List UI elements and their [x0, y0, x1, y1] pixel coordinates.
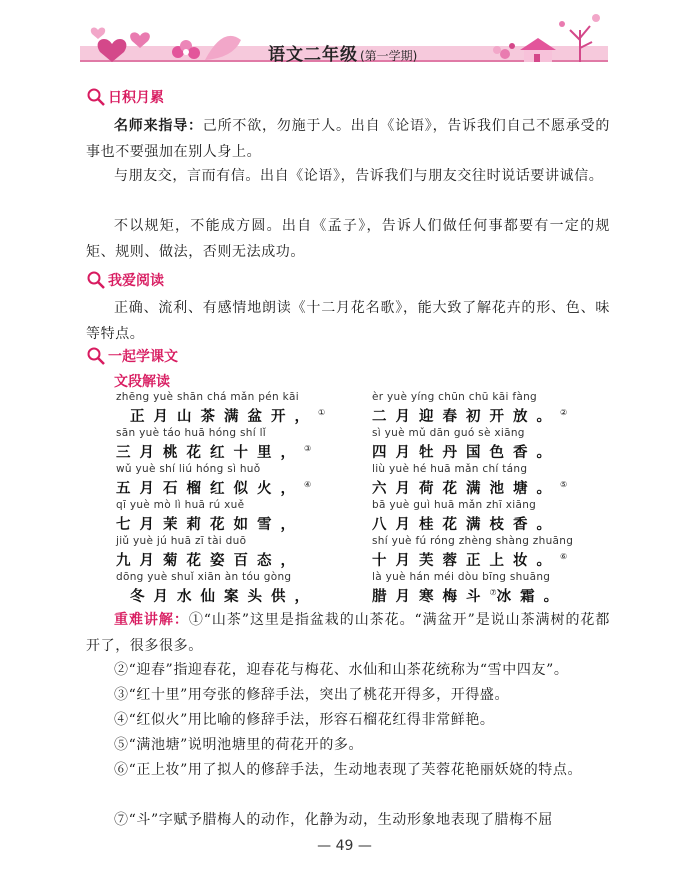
section-heading-rijiyuelei [86, 86, 164, 108]
section-heading-yiqixuekewen [86, 345, 178, 367]
poem-pinyin: liù yuè hé huā mǎn chí táng [372, 463, 528, 475]
paragraph-text: 与朋友交，言而有信。出自《论语》，告诉我们与朋友交往时说话要讲诚信。 [114, 168, 604, 184]
poem-note-mark: ⑦ [489, 588, 497, 597]
paragraph-text: 不以规矩，不能成方圆。出自《孟子》，告诉人们做任何事都要有一定的规矩、规则、做法，否则无法成功。 [86, 218, 610, 260]
poem-note-mark: ⑤ [560, 480, 568, 489]
explanation-text: ③“红十里”用夸张的修辞手法，突出了桃花开得多，开得盛。 [114, 687, 510, 703]
poem-note-mark: ① [318, 408, 326, 417]
section-title: 我爱阅读 [108, 273, 164, 289]
poem-pinyin: sān yuè táo huā hóng shí lǐ [116, 427, 267, 439]
poem-line [130, 585, 318, 606]
poem-pinyin: shí yuè fú róng zhèng shàng zhuāng [372, 535, 574, 547]
poem-pinyin: dōng yuè shuǐ xiān àn tóu gòng [116, 571, 292, 583]
poem-line-tail: 冰霜。 [496, 588, 568, 605]
explanation-2 [86, 657, 610, 683]
poem-line [372, 585, 567, 606]
poem-line [372, 441, 560, 462]
explanation-3 [86, 682, 610, 708]
explanation-7 [86, 807, 610, 833]
poem-pinyin: qī yuè mò lì huā rú xuě [116, 499, 245, 511]
poem-line [116, 441, 311, 462]
paragraph-rijiyuelei-3 [86, 213, 610, 265]
paragraph-rijiyuelei-2 [86, 163, 610, 189]
poem-pinyin: èr yuè yíng chūn chū kāi fàng [372, 391, 537, 403]
poem-line [372, 405, 567, 426]
poem-pinyin: bā yuè guì huā mǎn zhī xiāng [372, 499, 537, 511]
explanation-text: ①“山茶”这里是指盆栽的山茶花。“满盆开”是说山茶满树的花都开了，很多很多。 [86, 612, 610, 654]
paragraph-woaiyuedu [86, 295, 610, 347]
book-title [268, 40, 417, 65]
poem-line-text: 四月牡丹国色香。 [372, 444, 560, 461]
paragraph-text: 正确、流利、有感情地朗读《十二月花名歌》，能大致了解花卉的形、色、味等特点。 [86, 300, 610, 342]
magnifier-icon [86, 87, 106, 107]
book-title-subtitle: (第一学期) [360, 49, 418, 63]
poem-pinyin: wǔ yuè shí liú hóng sì huǒ [116, 463, 261, 475]
poem-line-text: 三月桃花红十里， [116, 444, 304, 461]
explanation-text: ⑥“正上妆”用了拟人的修辞手法，生动地表现了芙蓉花艳丽妖娆的特点。 [114, 762, 583, 778]
explanation-text: ④“红似火”用比喻的修辞手法，形容石榴花红得非常鲜艳。 [114, 712, 495, 728]
poem-line [130, 405, 325, 426]
poem-line-text: 腊月寒梅斗 [372, 588, 490, 605]
page-number: — 49 — [317, 838, 372, 854]
book-title-main: 语文二年级 [268, 45, 358, 65]
paragraph-rijiyuelei-1 [86, 113, 610, 165]
poem-line [372, 513, 560, 534]
poem-line [372, 477, 567, 498]
poem-line-text: 九月菊花姿百态， [116, 552, 304, 569]
poem-note-mark: ③ [304, 444, 312, 453]
poem-note-mark: ⑥ [560, 552, 568, 561]
poem-pinyin: jiǔ yuè jú huā zī tài duō [116, 535, 247, 547]
explanation-1 [86, 607, 610, 659]
poem-pinyin: zhēng yuè shān chá mǎn pén kāi [116, 391, 299, 403]
magnifier-icon [86, 346, 106, 366]
poem-line-text: 冬月水仙案头供， [130, 588, 318, 605]
poem-pinyin: là yuè hán méi dòu bīng shuāng [372, 571, 551, 583]
section-heading-woaiyuedu [86, 269, 164, 291]
poem-note-mark: ④ [304, 480, 312, 489]
poem-line [372, 549, 567, 570]
poem-line-text: 六月荷花满池塘。 [372, 480, 560, 497]
page-header [0, 0, 689, 80]
poem-line [116, 513, 304, 534]
explanation-text: ⑦“斗”字赋予腊梅人的动作，化静为动，生动形象地表现了腊梅不屈 [114, 812, 553, 828]
poem-line-text: 八月桂花满枝香。 [372, 516, 560, 533]
explanation-text: ②“迎春”指迎春花，迎春花与梅花、水仙和山茶花统称为“雪中四友”。 [114, 662, 569, 678]
poem-note-mark: ② [560, 408, 568, 417]
poem-line-text: 正月山茶满盆开， [130, 408, 318, 425]
magnifier-icon [86, 270, 106, 290]
explanation-5 [86, 732, 610, 758]
explanation-text: ⑤“满池塘”说明池塘里的荷花开的多。 [114, 737, 364, 753]
subsection-title-wenduanjiedu: 文段解读 [114, 374, 170, 390]
poem-pinyin: sì yuè mǔ dān guó sè xiāng [372, 427, 525, 439]
explanation-4 [86, 707, 610, 733]
poem-line [116, 549, 304, 570]
paragraph-lead: 名师来指导： [114, 118, 203, 134]
poem-line-text: 五月石榴红似火， [116, 480, 304, 497]
poem-line [116, 477, 311, 498]
explanation-6 [86, 757, 610, 783]
explanation-lead: 重难讲解： [114, 612, 189, 628]
section-title: 日积月累 [108, 90, 164, 106]
paragraph-text: 己所不欲，勿施于人。出自《论语》，告诉我们自己不愿承受的事也不要强加在别人身上。 [86, 118, 610, 160]
poem-line-text: 十月芙蓉正上妆。 [372, 552, 560, 569]
poem-line-text: 二月迎春初开放。 [372, 408, 560, 425]
section-title: 一起学课文 [108, 349, 178, 365]
poem-line-text: 七月茉莉花如雪， [116, 516, 304, 533]
